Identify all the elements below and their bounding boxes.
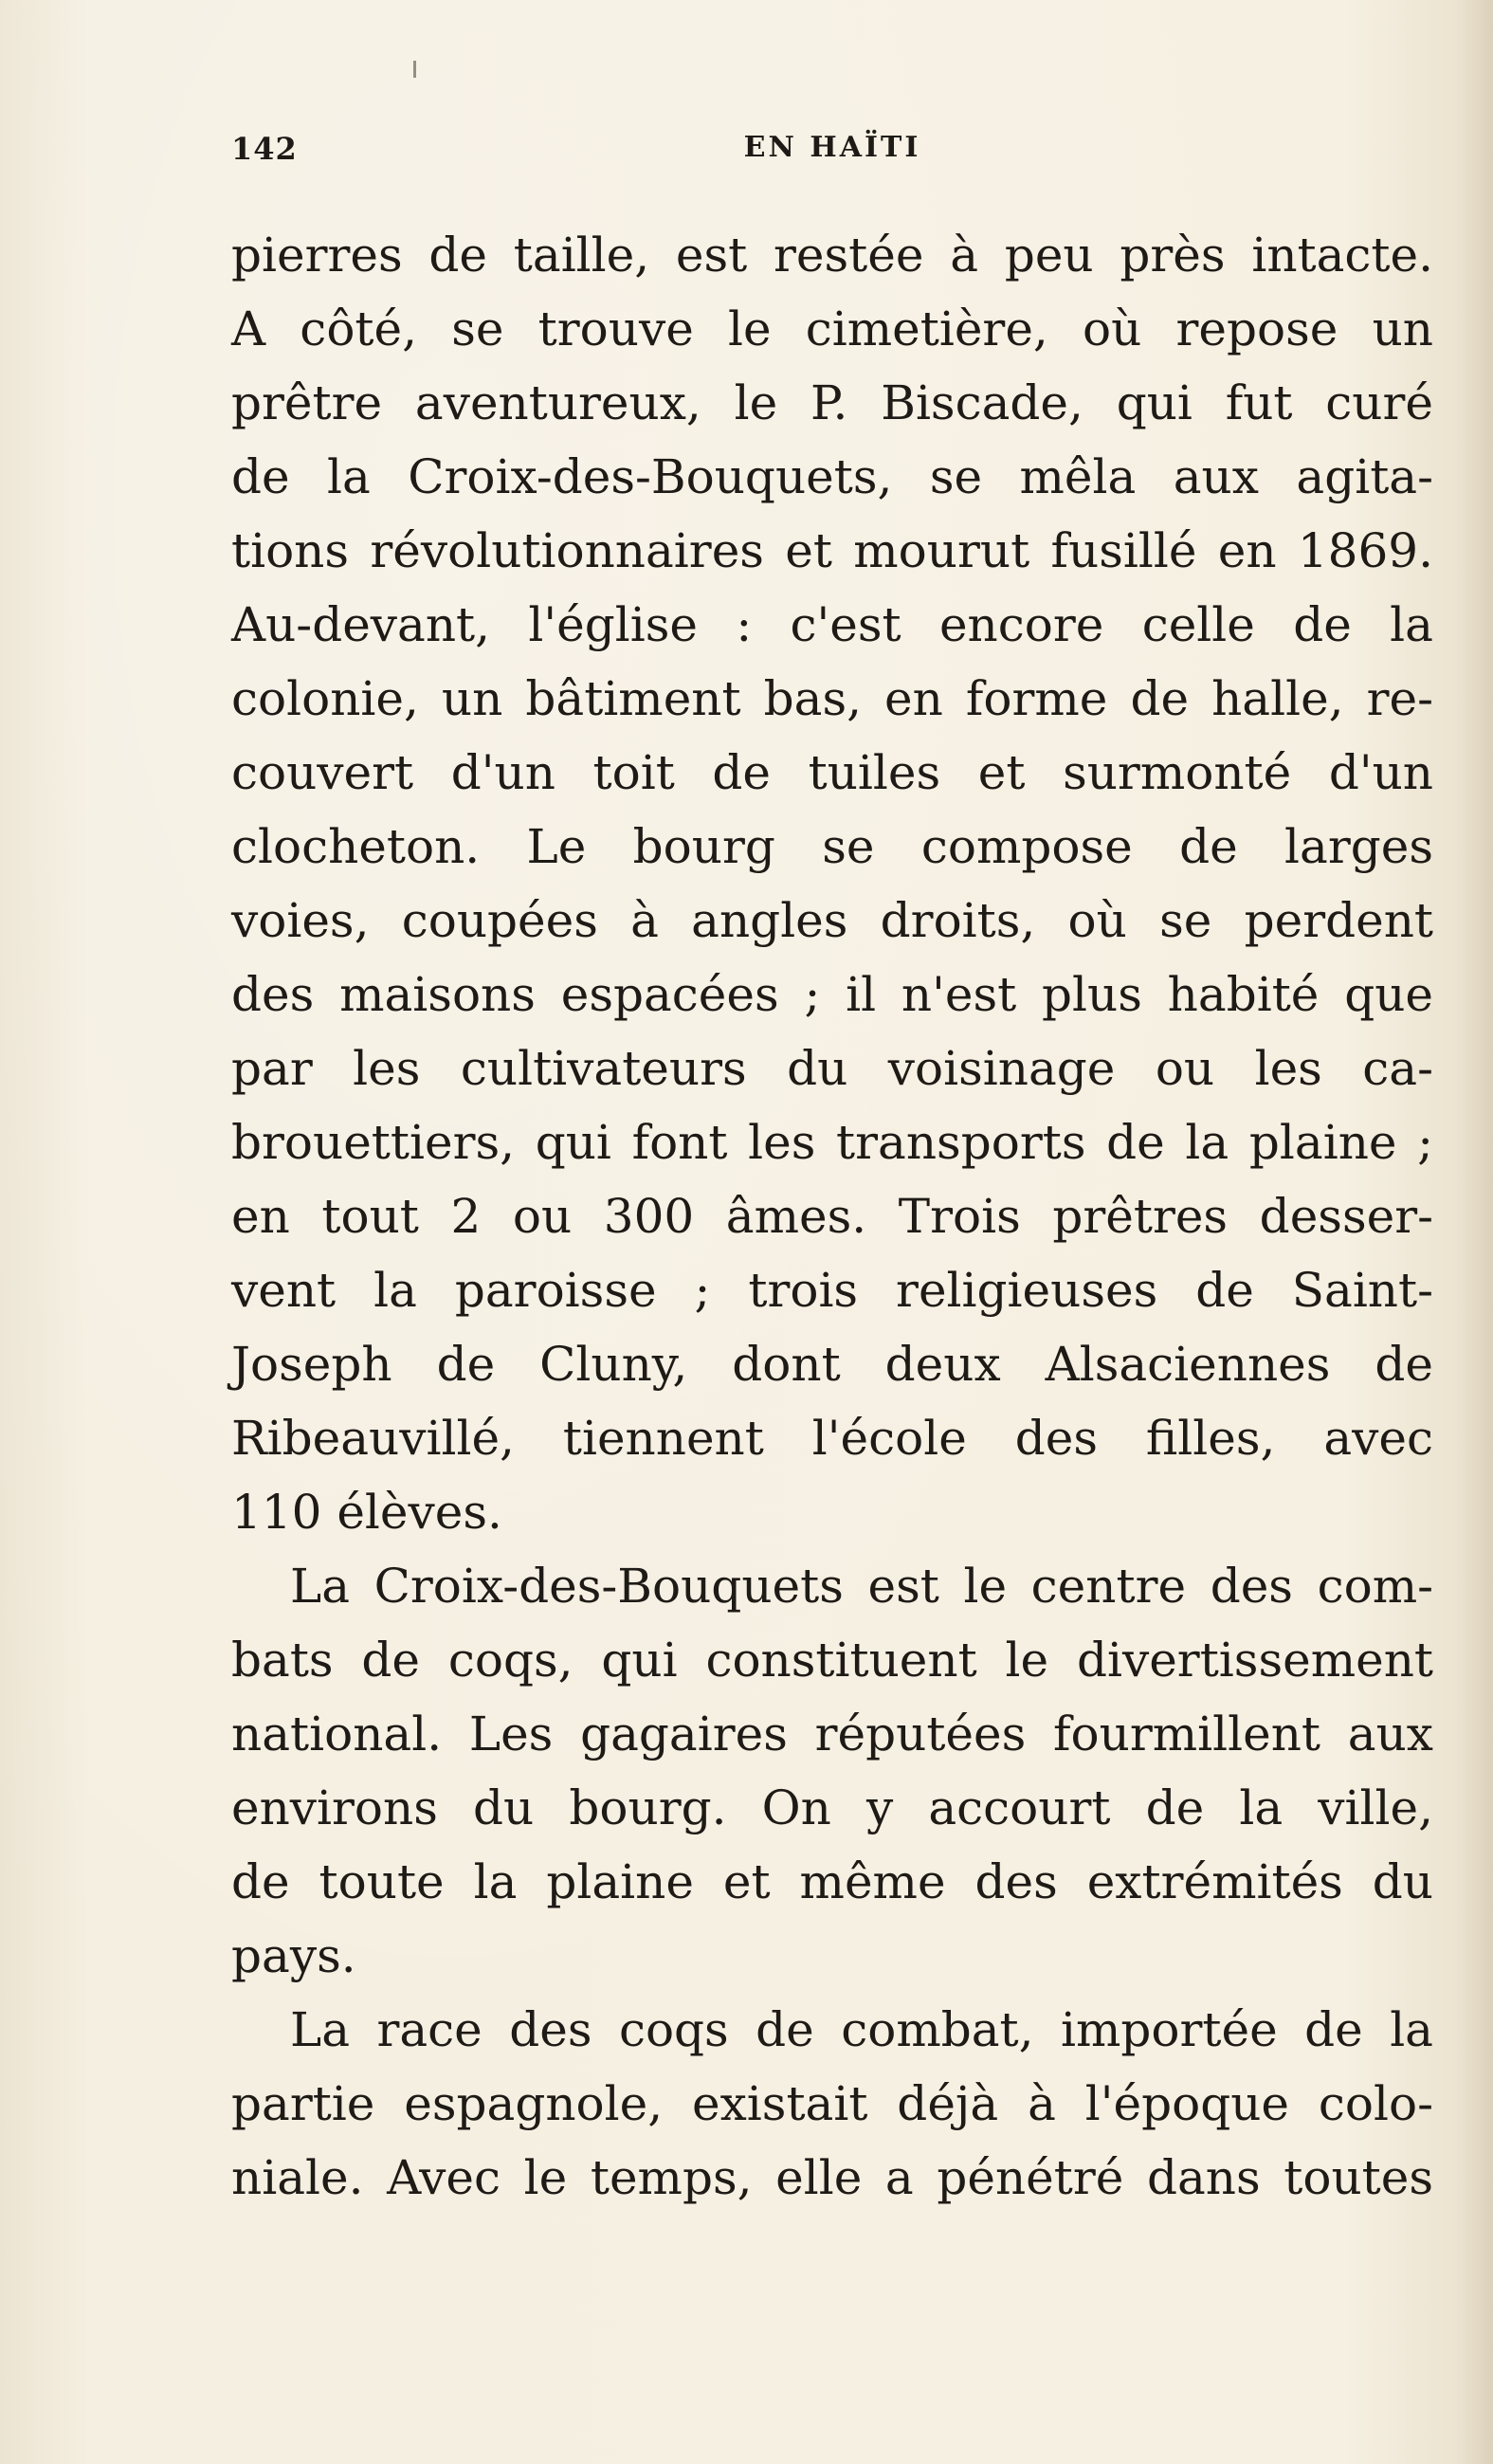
text-line: pierres de taille, est restée à peu près intacte. xyxy=(231,228,1433,283)
text-line: de toute la plaine et même des extrémités du xyxy=(231,1854,1433,1909)
text-line: en tout 2 ou 300 âmes. Trois prêtres desser- xyxy=(231,1189,1433,1244)
paragraph-1 xyxy=(231,218,1433,1549)
text-line: bats de coqs, qui constituent le divertissement xyxy=(231,1633,1433,1688)
body-text xyxy=(231,218,1433,2215)
print-mark xyxy=(413,61,416,78)
text-line: par les cultivateurs du voisinage ou les ca- xyxy=(231,1041,1433,1096)
text-line: brouettiers, qui font les transports de la plaine ; xyxy=(231,1115,1433,1170)
text-line: des maisons espacées ; il n'est plus habité que xyxy=(231,967,1433,1022)
page-number: 142 xyxy=(231,131,298,167)
paragraph-3 xyxy=(231,1993,1433,2215)
text-line: partie espagnole, existait déjà à l'époque colo- xyxy=(231,2076,1433,2131)
text-line: tions révolutionnaires et mourut fusillé en 1869. xyxy=(231,523,1433,578)
text-line: national. Les gagaires réputées fourmillent aux xyxy=(231,1707,1433,1761)
text-line: environs du bourg. On y accourt de la ville, xyxy=(231,1780,1433,1835)
text-line: A côté, se trouve le cimetière, où repose un xyxy=(231,301,1433,356)
text-line: couvert d'un toit de tuiles et surmonté d'un xyxy=(231,745,1433,800)
running-head: EN HAÏTI xyxy=(743,131,921,164)
text-line: voies, coupées à angles droits, où se perdent xyxy=(231,893,1433,948)
text-line: niale. Avec le temps, elle a pénétré dans toutes xyxy=(231,2150,1433,2205)
paragraph-2 xyxy=(231,1549,1433,1993)
text-line: clocheton. Le bourg se compose de larges xyxy=(231,819,1433,874)
text-line: prêtre aventureux, le P. Biscade, qui fut curé xyxy=(231,375,1433,430)
text-line: Ribeauvillé, tiennent l'école des filles, avec xyxy=(231,1411,1433,1466)
text-line: colonie, un bâtiment bas, en forme de halle, re- xyxy=(231,671,1433,726)
text-line: vent la paroisse ; trois religieuses de Saint- xyxy=(231,1263,1433,1318)
text-line: pays. xyxy=(231,1928,356,1983)
page-header xyxy=(231,131,1433,178)
text-line: La Croix-des-Bouquets est le centre des com- xyxy=(290,1559,1433,1614)
text-line: Au-devant, l'église : c'est encore celle de la xyxy=(231,597,1433,652)
text-line: La race des coqs de combat, importée de la xyxy=(290,2002,1433,2057)
text-line: de la Croix-des-Bouquets, se mêla aux agita- xyxy=(231,449,1433,504)
spine-shadow xyxy=(1455,0,1493,2464)
text-line: Joseph de Cluny, dont deux Alsaciennes de xyxy=(231,1337,1433,1392)
text-line: 110 élèves. xyxy=(231,1485,502,1540)
